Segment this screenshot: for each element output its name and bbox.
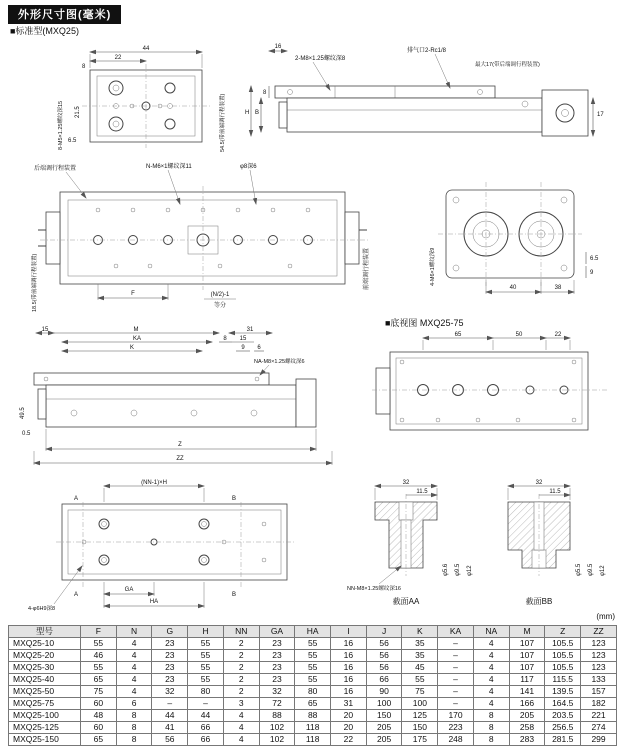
plan-view-drawing	[28, 160, 373, 325]
value-cell: 150	[402, 722, 438, 734]
thread-note: N-M6×1螺纹深11	[146, 164, 192, 170]
value-cell: 35	[402, 638, 438, 650]
table-row	[9, 722, 617, 734]
thread-note: NN-M8×1.25螺纹深16	[347, 586, 401, 592]
dim-label: ZZ	[176, 456, 184, 462]
value-cell: 283	[509, 734, 545, 746]
value-cell: 100	[402, 698, 438, 710]
table-body	[9, 638, 617, 746]
dim-label: 8	[263, 90, 267, 96]
dim-label: HA	[149, 599, 159, 605]
value-cell: 274	[581, 722, 617, 734]
value-cell: 6	[116, 698, 152, 710]
dim-label: 6.5	[68, 138, 77, 144]
value-cell: 65	[81, 674, 117, 686]
top-view-body	[82, 64, 210, 148]
value-cell: 46	[81, 650, 117, 662]
model-cell: MXQ25-100	[9, 710, 81, 722]
table-row	[9, 662, 617, 674]
dim-label: M	[133, 327, 139, 333]
column-header: NA	[473, 626, 509, 638]
side-view-body	[275, 86, 588, 136]
dim-label: 40	[509, 285, 517, 291]
value-cell: 223	[438, 722, 474, 734]
thread-note: 8-M5×1.25螺纹深15	[58, 100, 64, 150]
end-view-drawing	[398, 168, 615, 303]
value-cell: 80	[295, 686, 331, 698]
model-cell: MXQ25-50	[9, 686, 81, 698]
dim-label: 16	[274, 44, 282, 50]
bottom-view-dimensions	[423, 332, 570, 350]
value-cell: 20	[331, 722, 367, 734]
dim-label: 6	[257, 345, 261, 351]
value-cell: 31	[331, 698, 367, 710]
value-cell: 60	[81, 722, 117, 734]
dim-label: F	[131, 291, 135, 297]
value-cell: –	[438, 686, 474, 698]
dim-label: 32	[535, 480, 543, 486]
value-cell: 23	[259, 662, 295, 674]
value-cell: 141	[509, 686, 545, 698]
stroke-adjuster-note: 54.5(带前端调行程装置)	[220, 93, 226, 152]
column-header: M	[509, 626, 545, 638]
thread-note: 2-M8×1.25螺纹深8	[295, 56, 346, 62]
dim-label: 44	[142, 46, 150, 52]
value-cell: 4	[116, 650, 152, 662]
value-cell: 102	[259, 734, 295, 746]
value-cell: 123	[581, 662, 617, 674]
value-cell: 55	[81, 662, 117, 674]
value-cell: 75	[402, 686, 438, 698]
value-cell: 56	[366, 662, 402, 674]
stroke-adjuster-note: 18.5(带前端调行程装置)	[32, 253, 38, 312]
pin-hole-note: φ8深6	[240, 164, 257, 170]
value-cell: 55	[81, 638, 117, 650]
value-cell: 170	[438, 710, 474, 722]
value-cell: 3	[223, 698, 259, 710]
dim-label: 22	[554, 332, 562, 338]
value-cell: 23	[259, 674, 295, 686]
table-row	[9, 734, 617, 746]
value-cell: 4	[116, 662, 152, 674]
port-note: 排气口2-Rc1/8	[407, 48, 447, 54]
value-cell: 65	[81, 734, 117, 746]
value-cell: 4	[473, 686, 509, 698]
column-header: K	[402, 626, 438, 638]
value-cell: 4	[116, 638, 152, 650]
dim-label: 9	[241, 345, 245, 351]
value-cell: 4	[116, 686, 152, 698]
value-cell: 8	[473, 734, 509, 746]
section-bb-body	[508, 494, 570, 576]
value-cell: 55	[188, 674, 224, 686]
section-bb-label: 截面BB	[525, 597, 553, 606]
page-title: 外形尺寸图(毫米)	[8, 5, 121, 24]
column-header: G	[152, 626, 188, 638]
value-cell: 75	[81, 686, 117, 698]
value-cell: 48	[81, 710, 117, 722]
value-cell: 66	[366, 674, 402, 686]
value-cell: 55	[188, 662, 224, 674]
value-cell: 139.5	[545, 686, 581, 698]
value-cell: 16	[331, 662, 367, 674]
value-cell: 23	[152, 662, 188, 674]
section-mark-a: A	[74, 592, 79, 598]
dim-label: 65	[454, 332, 462, 338]
value-cell: 248	[438, 734, 474, 746]
value-cell: 8	[473, 710, 509, 722]
value-cell: 16	[331, 638, 367, 650]
value-cell: 118	[295, 734, 331, 746]
value-cell: 182	[581, 698, 617, 710]
value-cell: 90	[366, 686, 402, 698]
value-cell: 8	[473, 722, 509, 734]
value-cell: 2	[223, 650, 259, 662]
dia-label: φ5.6	[443, 563, 449, 576]
side-view-drawing	[235, 40, 615, 155]
model-cell: MXQ25-30	[9, 662, 81, 674]
value-cell: 20	[331, 710, 367, 722]
dim-label: 15	[239, 336, 247, 342]
value-cell: 107	[509, 638, 545, 650]
dia-label: φ5.5	[576, 563, 582, 576]
table-row	[9, 650, 617, 662]
dim-label: 9	[590, 270, 594, 276]
end-view-body	[438, 182, 582, 286]
value-cell: 123	[581, 650, 617, 662]
value-cell: 205	[509, 710, 545, 722]
dim-label: 17	[597, 112, 604, 118]
column-header: GA	[259, 626, 295, 638]
unit-label: (mm)	[596, 612, 615, 621]
value-cell: 23	[152, 674, 188, 686]
dim-label: 15	[41, 327, 49, 333]
section-aa-body	[375, 494, 437, 576]
value-cell: 55	[188, 650, 224, 662]
value-cell: 281.5	[545, 734, 581, 746]
value-cell: –	[438, 662, 474, 674]
value-cell: 66	[188, 722, 224, 734]
value-cell: 105.5	[545, 638, 581, 650]
column-header: 型号	[9, 626, 81, 638]
model-cell: MXQ25-150	[9, 734, 81, 746]
dia-label: φ12	[467, 565, 473, 576]
value-cell: 55	[188, 638, 224, 650]
value-cell: –	[438, 650, 474, 662]
max-stroke-note: 最大17(带后端调行程装置)	[475, 62, 540, 68]
lower-side-view-drawing	[14, 325, 344, 475]
value-cell: –	[438, 698, 474, 710]
dim-label: KA	[132, 336, 142, 342]
value-cell: 125	[402, 710, 438, 722]
value-cell: 2	[223, 638, 259, 650]
value-cell: 55	[295, 674, 331, 686]
column-header: N	[116, 626, 152, 638]
model-cell: MXQ25-125	[9, 722, 81, 734]
value-cell: 2	[223, 674, 259, 686]
value-cell: 16	[331, 686, 367, 698]
value-cell: 299	[581, 734, 617, 746]
column-header: NN	[223, 626, 259, 638]
section-mark-b: B	[232, 496, 237, 502]
value-cell: –	[438, 674, 474, 686]
value-cell: 175	[402, 734, 438, 746]
value-cell: 23	[259, 638, 295, 650]
column-header: ZZ	[581, 626, 617, 638]
dim-label: H	[245, 110, 250, 116]
value-cell: 32	[259, 686, 295, 698]
dim-label: 11.5	[549, 489, 561, 495]
dim-label: 6.5	[590, 256, 599, 262]
dim-label: (NN-1)×H	[141, 480, 167, 486]
value-cell: 4	[473, 662, 509, 674]
value-cell: 4	[223, 722, 259, 734]
value-cell: 107	[509, 650, 545, 662]
hole-plan-drawing	[26, 476, 326, 612]
value-cell: 115.5	[545, 674, 581, 686]
value-cell: 105.5	[545, 662, 581, 674]
value-cell: 4	[223, 710, 259, 722]
value-cell: 55	[295, 638, 331, 650]
table-row	[9, 698, 617, 710]
model-cell: MXQ25-75	[9, 698, 81, 710]
dia-label: φ9.5	[588, 563, 594, 576]
value-cell: 2	[223, 686, 259, 698]
value-cell: 2	[223, 662, 259, 674]
value-cell: 23	[152, 650, 188, 662]
value-cell: –	[188, 698, 224, 710]
value-cell: 22	[331, 734, 367, 746]
dia-label: φ12	[600, 565, 606, 576]
value-cell: 133	[581, 674, 617, 686]
front-adjuster-note: 前端调行程装置	[364, 247, 370, 290]
section-bb-drawing	[478, 476, 610, 606]
lower-side-body	[34, 373, 316, 427]
value-cell: 203.5	[545, 710, 581, 722]
value-cell: 88	[295, 710, 331, 722]
value-cell: 117	[509, 674, 545, 686]
value-cell: 72	[259, 698, 295, 710]
dim-label: B	[255, 110, 260, 116]
rear-adjuster-note: 后端调行程装置	[34, 166, 77, 172]
pitch-numerator: (N/2)-1	[210, 292, 230, 298]
value-cell: 56	[366, 650, 402, 662]
value-cell: 107	[509, 662, 545, 674]
column-header: J	[366, 626, 402, 638]
dim-label: 8	[82, 64, 86, 70]
column-header: HA	[295, 626, 331, 638]
top-view-drawing	[52, 42, 232, 154]
column-header: F	[81, 626, 117, 638]
value-cell: 65	[295, 698, 331, 710]
table-row	[9, 638, 617, 650]
value-cell: 56	[366, 638, 402, 650]
value-cell: 4	[223, 734, 259, 746]
value-cell: 205	[366, 734, 402, 746]
value-cell: 8	[116, 734, 152, 746]
value-cell: 55	[295, 662, 331, 674]
value-cell: 4	[116, 674, 152, 686]
dim-label: K	[129, 345, 135, 351]
value-cell: 105.5	[545, 650, 581, 662]
value-cell: 23	[259, 650, 295, 662]
dim-label: 49.5	[20, 407, 26, 419]
section-aa-label: 截面AA	[392, 597, 420, 606]
value-cell: 164.5	[545, 698, 581, 710]
bottom-view-body	[372, 352, 608, 430]
column-header: Z	[545, 626, 581, 638]
value-cell: 205	[366, 722, 402, 734]
value-cell: 55	[295, 650, 331, 662]
value-cell: 45	[402, 662, 438, 674]
value-cell: 4	[473, 650, 509, 662]
value-cell: 56	[152, 734, 188, 746]
table-row	[9, 686, 617, 698]
value-cell: 41	[152, 722, 188, 734]
dim-label: 38	[554, 285, 562, 291]
model-cell: MXQ25-40	[9, 674, 81, 686]
table-row	[9, 710, 617, 722]
value-cell: 256.5	[545, 722, 581, 734]
value-cell: 258	[509, 722, 545, 734]
value-cell: 32	[152, 686, 188, 698]
bottom-view-drawing	[368, 328, 615, 460]
value-cell: –	[438, 638, 474, 650]
value-cell: 60	[81, 698, 117, 710]
dim-label: 21.5	[75, 106, 81, 118]
value-cell: 4	[473, 674, 509, 686]
value-cell: 44	[188, 710, 224, 722]
value-cell: –	[152, 698, 188, 710]
value-cell: 80	[188, 686, 224, 698]
value-cell: 16	[331, 674, 367, 686]
dimension-table	[8, 625, 617, 746]
section-aa-drawing	[345, 476, 477, 606]
plan-view-body	[38, 186, 369, 290]
value-cell: 35	[402, 650, 438, 662]
column-header: I	[331, 626, 367, 638]
value-cell: 150	[366, 710, 402, 722]
pitch-denominator: 等分	[213, 303, 227, 309]
dim-label: 50	[515, 332, 523, 338]
section-mark-a: A	[74, 496, 79, 502]
thread-note: NA-M8×1.25螺纹深6	[254, 359, 305, 365]
dim-label: Z	[178, 442, 182, 448]
section-mark-b: B	[232, 592, 237, 598]
value-cell: 55	[402, 674, 438, 686]
value-cell: 16	[331, 650, 367, 662]
bottom-view-title: ■底视图 MXQ25-75	[385, 318, 464, 328]
table-row	[9, 674, 617, 686]
model-cell: MXQ25-10	[9, 638, 81, 650]
standard-type-label: ■标准型(MXQ25)	[10, 26, 79, 36]
value-cell: 23	[152, 638, 188, 650]
value-cell: 157	[581, 686, 617, 698]
dim-label: 31	[246, 327, 254, 333]
dim-label: 11.5	[416, 489, 428, 495]
value-cell: 166	[509, 698, 545, 710]
value-cell: 8	[116, 722, 152, 734]
dim-label: 32	[402, 480, 410, 486]
dim-label: 22	[114, 55, 122, 61]
value-cell: 221	[581, 710, 617, 722]
value-cell: 123	[581, 638, 617, 650]
value-cell: 8	[116, 710, 152, 722]
value-cell: 4	[473, 698, 509, 710]
column-header: H	[188, 626, 224, 638]
value-cell: 88	[259, 710, 295, 722]
model-cell: MXQ25-20	[9, 650, 81, 662]
value-cell: 66	[188, 734, 224, 746]
value-cell: 102	[259, 722, 295, 734]
hole-note: 4-φ6H9深8	[28, 606, 56, 612]
hole-plan-body	[56, 504, 294, 580]
dia-label: φ9.5	[455, 563, 461, 576]
column-header: KA	[438, 626, 474, 638]
table-header-row	[9, 626, 617, 638]
dim-label: 8	[223, 336, 227, 342]
value-cell: 118	[295, 722, 331, 734]
value-cell: 4	[473, 638, 509, 650]
value-cell: 100	[366, 698, 402, 710]
value-cell: 44	[152, 710, 188, 722]
thread-note: 4-M6×1螺纹深9	[430, 247, 436, 286]
dim-label: GA	[124, 587, 134, 593]
dim-label: 0.5	[22, 431, 31, 437]
